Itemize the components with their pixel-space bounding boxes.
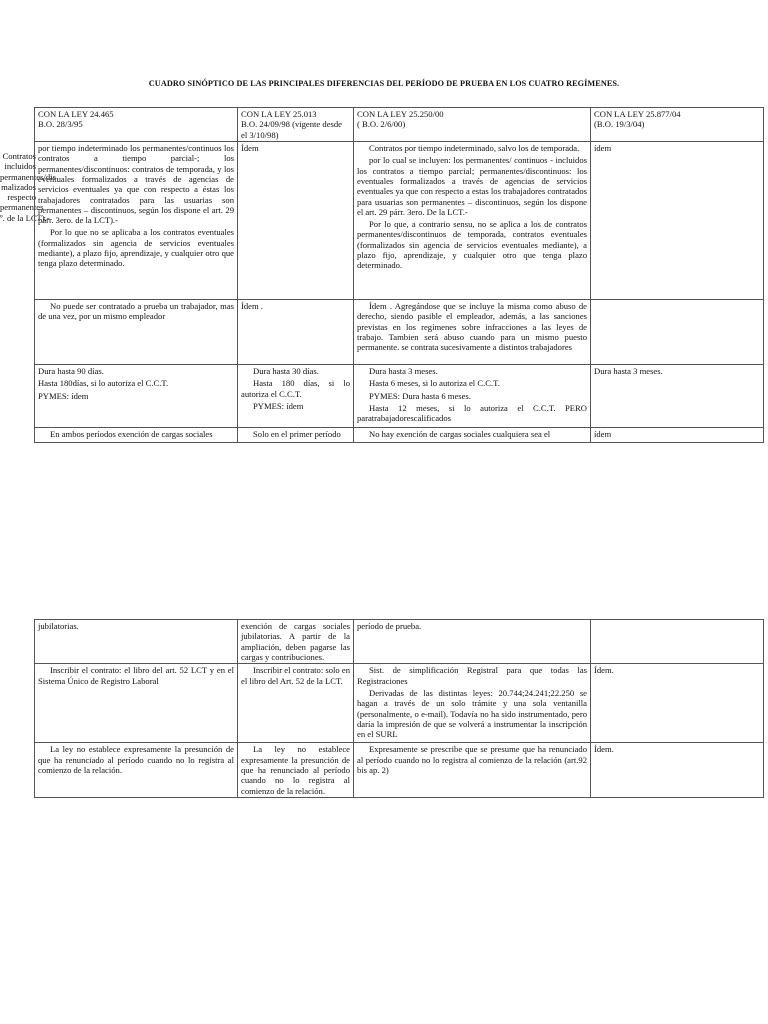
cell-presumption-25013: La ley no establece expresamente la presunción de que ha renunciado al período cuando no lo registra al comienzo de la relación. <box>238 743 354 798</box>
cell-charges-cont-25250: período de prueba. <box>354 620 591 664</box>
table-row <box>35 743 764 798</box>
cell-repeat-24465: No puede ser contratado a prueba un trabajador, mas de una vez, por un mismo empleador <box>35 299 238 364</box>
cell-charges-cont-24465: jubilatorias. <box>35 620 238 664</box>
page-title: CUADRO SINÓPTICO DE LAS PRINCIPALES DIFERENCIAS DEL PERÍODO DE PRUEBA EN LOS CUATRO REGÍMENES. <box>148 79 620 88</box>
cell-charges-cont-25877 <box>591 620 764 664</box>
side-text-fragment: Contratos incluidos permanentes/dis malizados respecto permanentes º. de la LCT).- <box>0 151 56 223</box>
cell-charges-24465: En ambos períodos exención de cargas sociales <box>35 427 238 442</box>
cell-repeat-25877 <box>591 299 764 364</box>
header-ley-25013: CON LA LEY 25.013 B.O. 24/09/98 (vigente desde el 3/10/98) <box>238 108 354 142</box>
cell-charges-25250: No hay exención de cargas sociales cualquiera sea el <box>354 427 591 442</box>
comparison-table-part-1 <box>34 107 764 443</box>
table-row <box>35 141 764 299</box>
header-ley-24465: CON LA LEY 24.465 B.O. 28/3/95 <box>35 108 238 142</box>
cell-duration-25877: Dura hasta 3 meses. <box>591 364 764 427</box>
cell-duration-25250: Dura hasta 3 meses. Hasta 6 meses, si lo autoriza el C.C.T. PYMES: Dura hasta 6 meses. Hasta 12 meses, si lo autoriza el C.C.T. PERO paratrabajadorescalificados <box>354 364 591 427</box>
cell-register-25250: Sist. de simplificación Registral para que todas las Registraciones Derivadas de las distintas leyes: 20.744;24.241;22.250 se hagan a través de un solo trámite y una sola ventanilla (personalmente, o e-mail). Todavía no ha sido instrumentado, pero daría la impresión de que se volverá a instrumentar la inscripción en el SURL <box>354 664 591 743</box>
table-row <box>35 364 764 427</box>
table-row <box>35 427 764 442</box>
cell-contracts-25250: Contratos por tiempo indeterminado, salvo los de temporada. por lo cual se incluyen: los permanentes/ continuos - incluidos los contratos a tiempo parcial; permanentes/discontinuos: los eventuales formalizados a través de agencias de servicios eventuales ya que con respecto a estas los trabajadores contratados para usuarias son permanentes – discontinuos, según los dispone el art. 29 párr. 3ero. De la LCT.- Por lo que, a contrario sensu, no se aplica a los de contratos permanentes/discontinuos de temporada, contratos eventuales (formalizados sin agencia de servicios eventuales mediante), a plazo fijo, aprendizaje, y cualquier otro que tenga plazo determinado. <box>354 141 591 299</box>
table-row <box>35 620 764 664</box>
cell-duration-24465: Dura hasta 90 días. Hasta 180días, si lo autoriza el C.C.T. PYMES: ídem <box>35 364 238 427</box>
cell-contracts-25877: ídem <box>591 141 764 299</box>
table-row <box>35 299 764 364</box>
cell-contracts-24465: por tiempo indeterminado los permanentes/continuos los contratos a tiempo parcial-; los permanentes/discontinuos: contratos de temporada, y los eventuales formalizados a través de agencias de servicios eventuales ya que con respecto a éstas los trabajadores contratados para las usuarias son permanentes – discontinuos, según los dispone el art. 29 párr. 3ero. de la LCT).- Por lo que no se aplicaba a los contratos eventuales (formalizados sin agencia de servicios eventuales mediante), a plazo fijo, aprendizaje, y cualquier otro que tenga plazo determinado. <box>35 141 238 299</box>
cell-register-25013: Inscribir el contrato: solo en el libro del Art. 52 de la LCT. <box>238 664 354 743</box>
cell-repeat-25250: Ídem . Agregándose que se incluye la misma como abuso de derecho, siendo pasible el empleador, además, a las sanciones previstas en los regímenes sobre infracciones a las leyes de trabajo. Tambien será abuso cuando para un mismo puesto permanente. se contrata sucesivamente a distintos trabajadores <box>354 299 591 364</box>
cell-charges-25013: Solo en el primer período <box>238 427 354 442</box>
cell-charges-25877: ídem <box>591 427 764 442</box>
cell-charges-cont-25013: exención de cargas sociales jubilatorias. A partir de la ampliación, deben pagarse las cargas y contribuciones. <box>238 620 354 664</box>
table-row <box>35 664 764 743</box>
header-ley-25250: CON LA LEY 25.250/00 ( B.O. 2/6/00) <box>354 108 591 142</box>
cell-presumption-24465: La ley no establece expresamente la presunción de que ha renunciado al período cuando no lo registra al comienzo de la relación. <box>35 743 238 798</box>
cell-repeat-25013: Ídem . <box>238 299 354 364</box>
cell-register-24465: Inscribir el contrato: el libro del art. 52 LCT y en el Sistema Único de Registro Laboral <box>35 664 238 743</box>
cell-presumption-25250: Expresamente se prescribe que se presume que ha renunciado al período cuando no lo registra al comienzo de la relación (art.92 bis ap. 2) <box>354 743 591 798</box>
cell-register-25877: Ídem. <box>591 664 764 743</box>
comparison-table-part-2 <box>34 619 764 798</box>
cell-presumption-25877: Ídem. <box>591 743 764 798</box>
cell-contracts-25013: Ídem <box>238 141 354 299</box>
cell-duration-25013: Dura hasta 30 días. Hasta 180 días, si lo autoriza el C.C.T. PYMES: ídem <box>238 364 354 427</box>
header-row <box>35 108 764 142</box>
header-ley-25877: CON LA LEY 25.877/04 (B.O. 19/3/04) <box>591 108 764 142</box>
